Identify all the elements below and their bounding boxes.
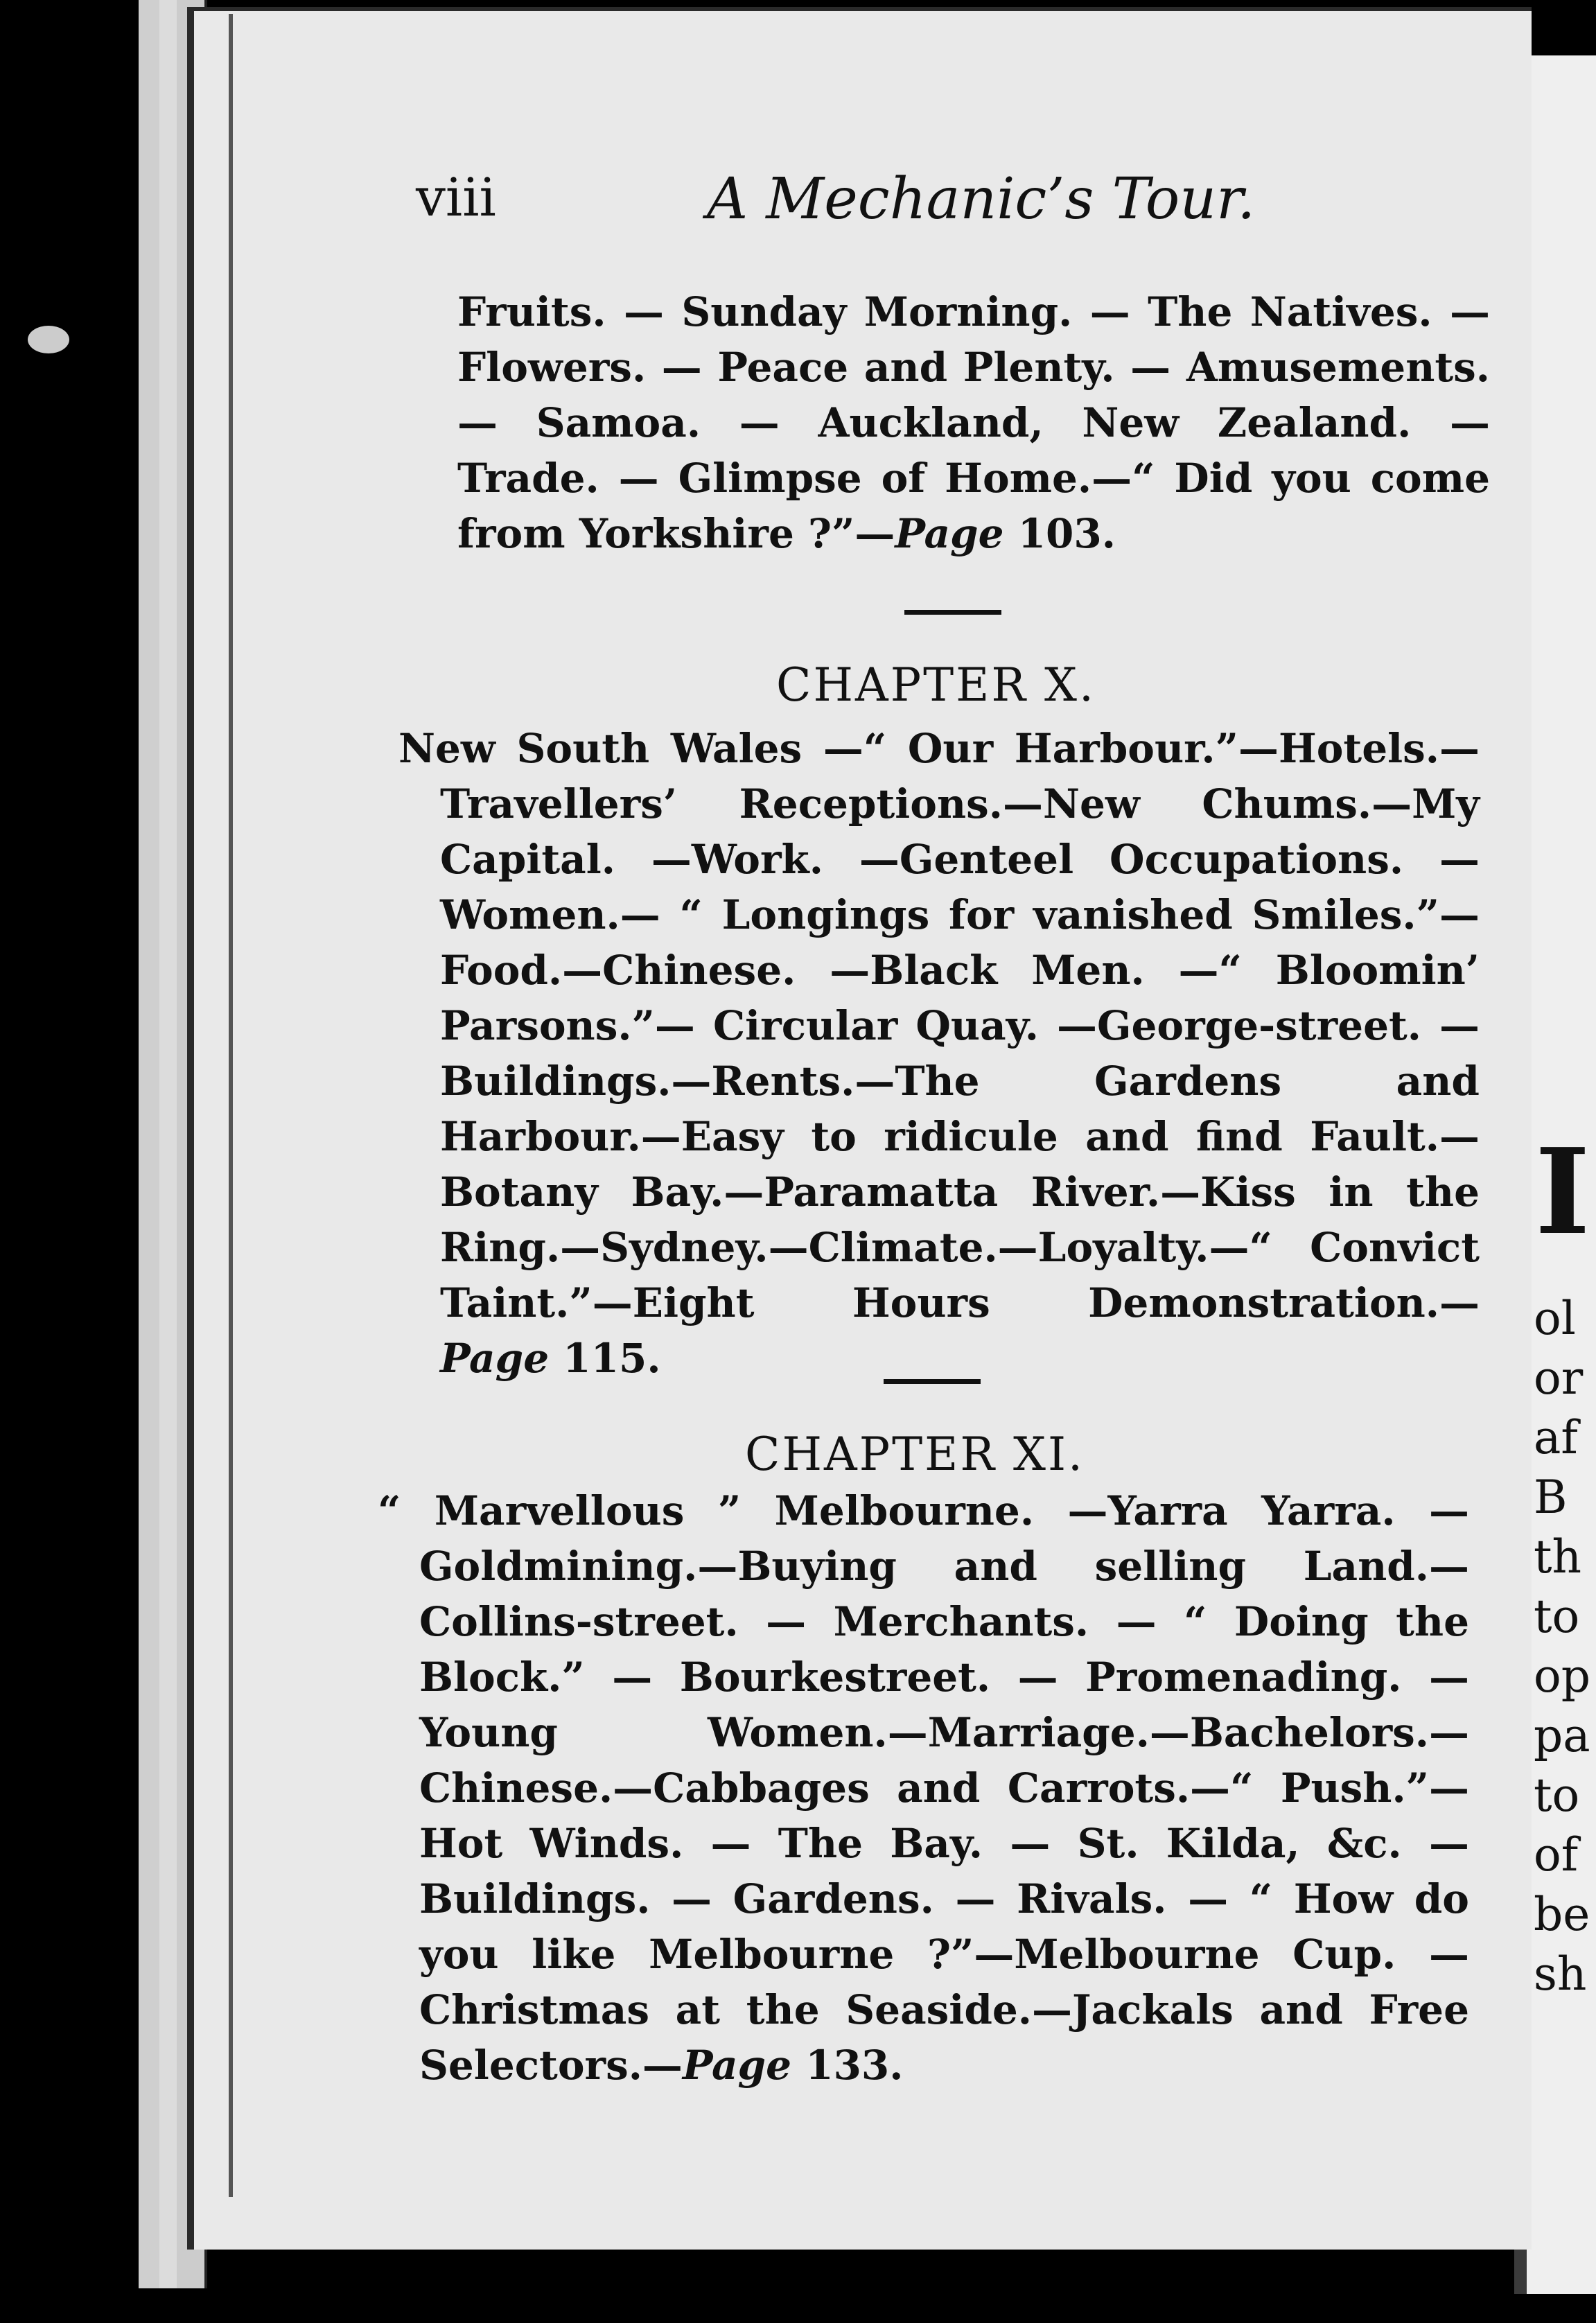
contents-text: “ Marvellous ” Melbourne. —Yarra Yarra. —Goldmining.—Buying and selling Land.—Collins-street. — Merchants. — “ Doing the Block.” — Bourkestreet. — Promenading. — Young Women.—Marriage.—Bachelors.—Chinese.—Cabbages and Carrots.—“ Push.”—Hot Winds. — The Bay. — St. Kilda, &c. — Buildings. — Gardens. — Rivals. — “ How do you like Melbourne ?”—Melbourne Cup. —Christmas at the Seaside.—Jackals and Free Selectors.— <box>378 1487 1469 2089</box>
next-page-line-start: op <box>1534 1649 1590 1703</box>
section-divider <box>904 610 1001 615</box>
page-folio: viii <box>416 166 496 228</box>
chapter-heading: CHAPTER X. <box>776 658 1096 712</box>
chapter-x-contents <box>398 721 1480 1386</box>
page-label: Page <box>895 510 1004 557</box>
next-page-line-start: to <box>1534 1769 1580 1822</box>
next-page-line-start: pa <box>1534 1709 1590 1762</box>
page-number: 133. <box>805 2042 904 2089</box>
section-divider <box>884 1379 981 1384</box>
contents-text: New South Wales —“ Our Harbour.”—Hotels.— Travellers’ Receptions.—New Chums.—My Capital. —Work. —Genteel Occupations. —Women.— “ Longings for vanished Smiles.”— Food.—Chinese. —Black Men. —“ Bloomin’ Parsons.”— Circular Quay. —George-street. — Buildings.—Rents.—The Gardens and Harbour.—Easy to ridicule and find Fault.—Botany Bay.—Paramatta River.—Kiss in the Ring.—Sydney.—Climate.—Loyalty.—“ Convict Taint.”—Eight Hours Demonstration.— <box>398 725 1480 1326</box>
page-label: Page <box>440 1335 550 1382</box>
next-page-line-start: be <box>1534 1888 1590 1941</box>
chapter-heading: CHAPTER XI. <box>745 1428 1085 1481</box>
next-page-line-start: af <box>1534 1411 1578 1464</box>
running-header <box>416 166 1282 243</box>
paper-speck <box>28 326 69 353</box>
next-page-line-start: th <box>1534 1530 1582 1584</box>
running-title: A Mechanic’s Tour. <box>707 166 1256 232</box>
page-label: Page <box>682 2042 792 2089</box>
next-page-line-start: sh <box>1534 1947 1587 2001</box>
next-page-line-start: to <box>1534 1590 1580 1643</box>
page-binding-rule <box>229 14 233 2197</box>
page-number: 103. <box>1017 510 1116 557</box>
page-number: 115. <box>563 1335 661 1382</box>
contents-text: Fruits. — Sunday Morning. — The Natives. — Flowers. — Peace and Plenty. — Amusements. — Samoa. — Auckland, New Zealand. — Trade. — Glimpse of Home.—“ Did you come from Yorkshire ?”— <box>457 288 1490 557</box>
chapter-xi-contents <box>378 1483 1469 2093</box>
next-page-line-starts <box>1534 1289 1590 2004</box>
next-page-line-start: B <box>1534 1471 1568 1524</box>
next-page-line-start: or <box>1534 1351 1584 1405</box>
next-page-line-start: of <box>1534 1828 1579 1882</box>
chapter-ix-contents-continued <box>457 284 1490 561</box>
next-page-line-start: ol <box>1534 1292 1576 1345</box>
next-page-drop-cap: I <box>1535 1123 1590 1261</box>
